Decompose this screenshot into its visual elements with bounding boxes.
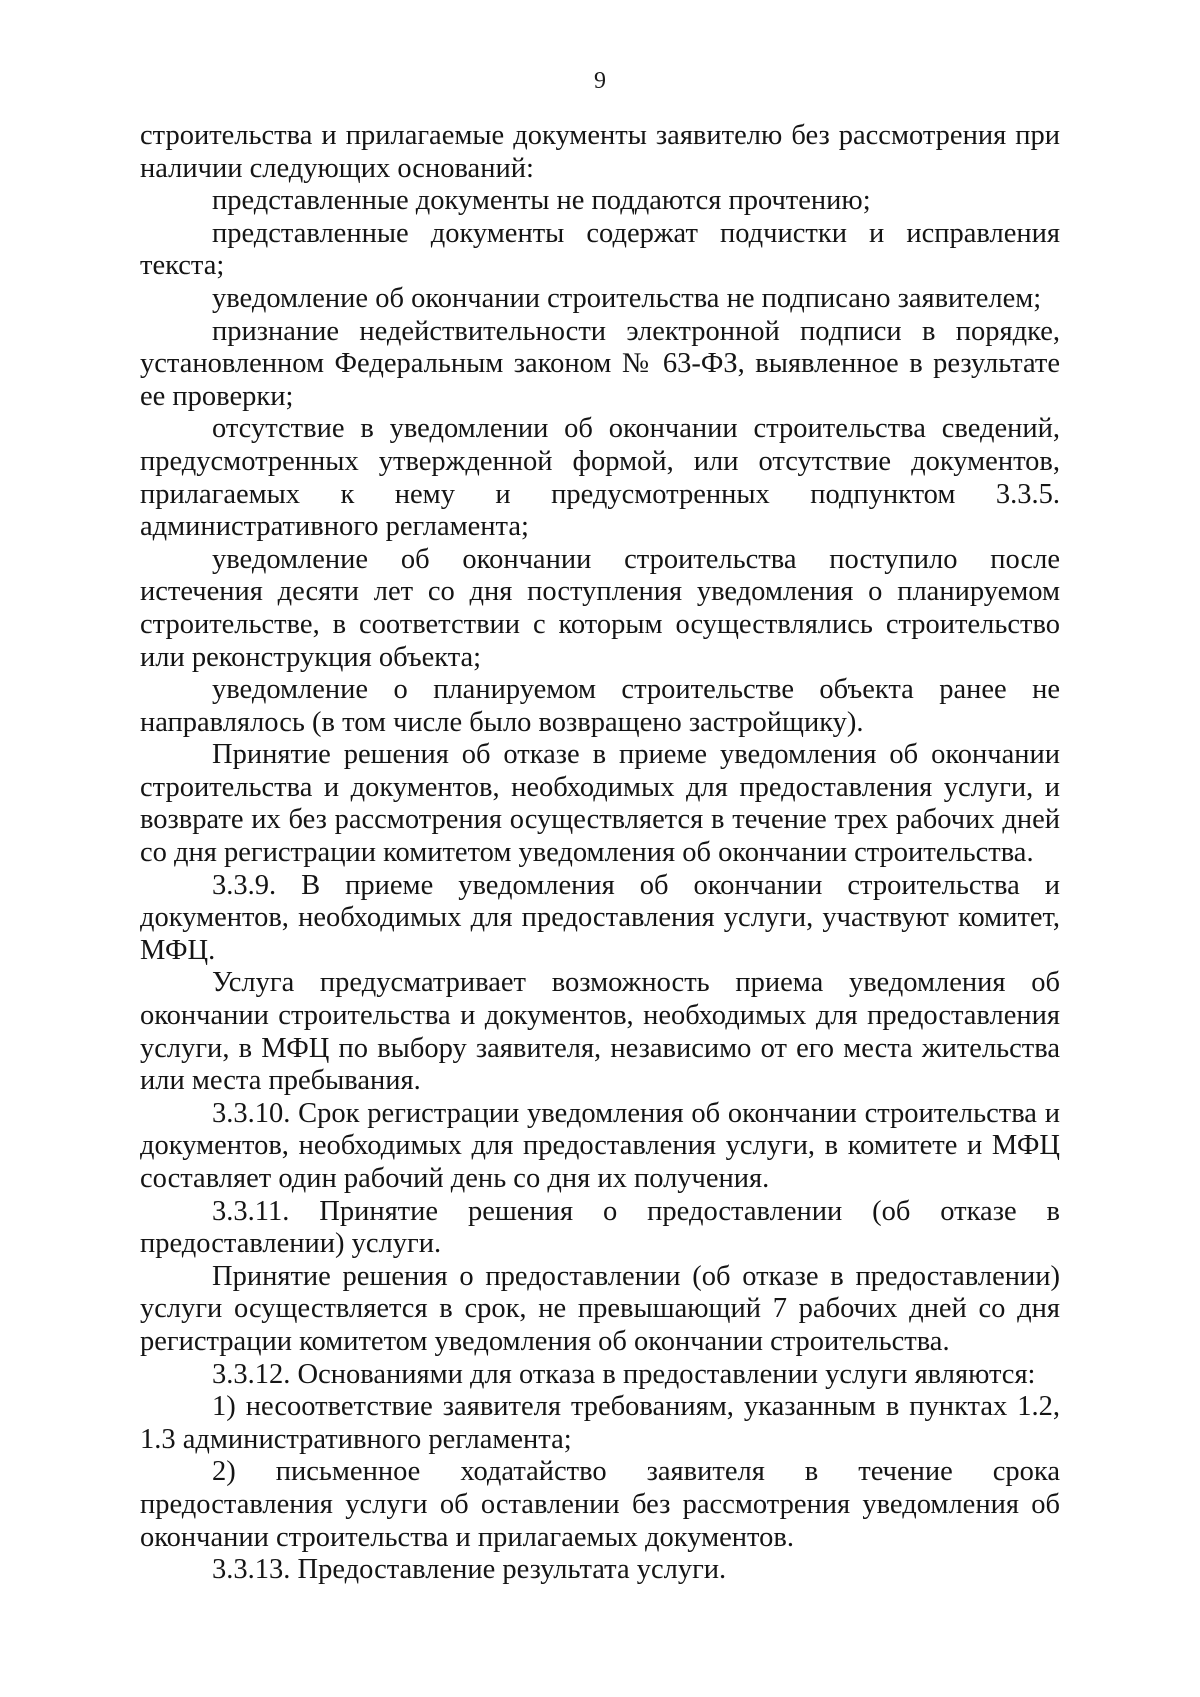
paragraph: 3.3.12. Основаниями для отказа в предоставлении услуги являются: (212, 1358, 1036, 1390)
paragraph: уведомление о планируемом строительстве объекта ранее не направлялось (в том числе было возвращено застройщику). (140, 674, 1060, 738)
paragraph: 3.3.10. Срок регистрации уведомления об окончании строительства и документов, необходимых для предоставления услуги, в комитете и МФЦ составляет один рабочий день со дня их получения. (140, 1097, 1060, 1194)
paragraph: 2) письменное ходатайство заявителя в течение срока предоставления услуги об оставлении без рассмотрения уведомления об окончании строительства и прилагаемых документов. (140, 1456, 1060, 1553)
paragraph: уведомление об окончании строительства не подписано заявителем; (212, 282, 1042, 314)
paragraph: 3.3.13. Предоставление результата услуги. (212, 1554, 727, 1586)
paragraph: строительства и прилагаемые документы заявителю без рассмотрения при наличии следующих оснований: (140, 120, 1060, 184)
page-number: 9 (594, 68, 606, 94)
paragraph: уведомление об окончании строительства поступило после истечения десяти лет со дня поступления уведомления о планируемом строительстве, в соответствии с которым осуществлялись строительство или реконструкция объекта; (140, 543, 1060, 673)
paragraph: 1) несоответствие заявителя требованиям, указанным в пунктах 1.2, 1.3 административного регламента; (140, 1391, 1060, 1455)
paragraph: представленные документы не поддаются прочтению; (212, 185, 871, 217)
paragraph: Принятие решения о предоставлении (об отказе в предоставлении) услуги осуществляется в срок, не превышающий 7 рабочих дней со дня регистрации комитетом уведомления об окончании строительства. (140, 1260, 1060, 1357)
document-body (140, 120, 1060, 1587)
paragraph: признание недействительности электронной подписи в порядке, установленном Федеральным законом № 63-ФЗ, выявленное в результате ее проверки; (140, 315, 1060, 412)
paragraph: Принятие решения об отказе в приеме уведомления об окончании строительства и документов, необходимых для предоставления услуги, и возврате их без рассмотрения осуществляется в течение трех рабочих дней со дня регистрации комитетом уведомления об окончании строительства. (140, 739, 1060, 869)
paragraph: 3.3.9. В приеме уведомления об окончании строительства и документов, необходимых для предоставления услуги, участвуют комитет, МФЦ. (140, 869, 1060, 966)
paragraph: 3.3.11. Принятие решения о предоставлении (об отказе в предоставлении) услуги. (140, 1195, 1060, 1260)
paragraph: представленные документы содержат подчистки и исправления текста; (140, 217, 1060, 282)
paragraph: отсутствие в уведомлении об окончании строительства сведений, предусмотренных утвержденной формой, или отсутствие документов, прилагаемых к нему и предусмотренных подпунктом 3.3.5. административного регламента; (140, 413, 1060, 543)
paragraph: Услуга предусматривает возможность приема уведомления об окончании строительства и документов, необходимых для предоставления услуги, в МФЦ по выбору заявителя, независимо от его места жительства или места пребывания. (140, 967, 1060, 1097)
